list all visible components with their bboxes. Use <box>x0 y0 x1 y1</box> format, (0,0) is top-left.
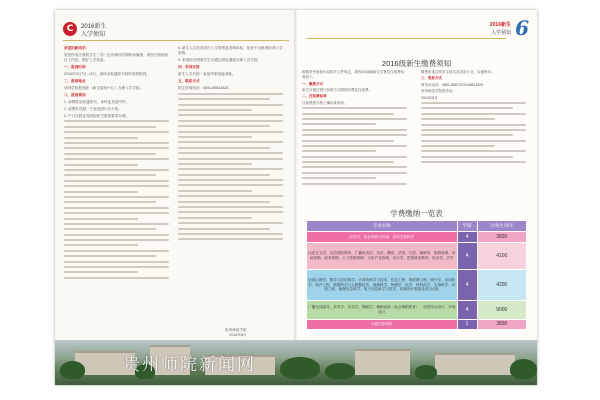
signoff <box>225 328 247 338</box>
fee-table <box>306 220 527 330</box>
fee-table-header-row <box>307 221 527 232</box>
header-title-line2: 入学须知 <box>81 32 106 38</box>
fee: 3830 <box>477 320 526 330</box>
left-page <box>55 10 296 385</box>
years: 4 <box>457 301 477 320</box>
paragraph: 5. 家庭经济困难学生可通过绿色通道办理入学手续。 <box>178 58 262 63</box>
paragraph: 缴费时请注明学生姓名及录取专业，以便核对。 <box>421 70 495 74</box>
major-name: 历史学、农业资源与环境、应用生物科学 <box>307 232 458 243</box>
section-heading: 二、报到地点 <box>64 79 86 84</box>
body-text-lines <box>421 102 526 167</box>
paragraph: 请到学校报到处（新生接待中心）办理入学手续。 <box>64 85 144 90</box>
header-tag-2: 入学须知 <box>490 30 511 36</box>
header-tag-1: 2016新生 <box>489 22 511 28</box>
section-heading: 三、报到须知 <box>64 92 86 97</box>
left-column-1 <box>64 46 169 346</box>
paragraph: 新生入学后统一参加军事技能训练。 <box>178 72 236 77</box>
left-column-2 <box>178 46 283 296</box>
major-name: 应用心理学、数学与应用数学、计算机科学与技术、信息工程、物联网工程、统计学、应用化学、软件工程、数据科学与大数据技术、地理科学、物理学、化学、材料化学、生物科学、环境工程、地理信息科学、电子信息科学与技术、机械设计制造及其自动化 <box>307 270 458 301</box>
years: 4 <box>457 270 477 301</box>
years: 4 <box>457 243 477 270</box>
paragraph: 2. 请携带近期一寸免冠照片若干张。 <box>64 106 122 111</box>
paragraph: 2016年8月 <box>421 95 438 100</box>
section-heading: 二、住宿费标准 <box>302 94 327 99</box>
paragraph: 财务处电话：0851-85872439 85841526 <box>421 82 484 87</box>
watermark: 贵州师院新闻网 <box>123 355 256 375</box>
tree <box>415 365 437 379</box>
fee: 4200 <box>477 270 526 301</box>
body-text-lines <box>64 120 169 282</box>
building <box>355 349 410 375</box>
header-divider <box>306 38 506 39</box>
page-title: 2016级新生缴费须知 <box>381 59 452 68</box>
header-years: 学制 <box>457 221 477 232</box>
paragraph: 3. 户口迁移及党团组织关系按要求办理。 <box>64 113 130 118</box>
header-divider <box>63 40 289 41</box>
fee: 3830 <box>477 232 526 243</box>
header-title-line1: 2016新生 <box>81 24 107 30</box>
paragraph: 1. 请携带录取通知书、身份证及复印件。 <box>64 99 130 104</box>
paragraph: 2016年9月7日—8日，请持录取通知书按时到校报到。 <box>64 72 150 77</box>
section-heading: 一、缴费方式 <box>302 81 323 86</box>
table-row <box>307 232 527 243</box>
paragraph: 新生可通过银行转账方式缴纳学费及住宿费。 <box>302 87 372 92</box>
right-page <box>296 10 537 385</box>
page-fold <box>294 10 298 385</box>
number-six-logo-icon: 6 <box>515 16 529 40</box>
header-fee: 元/每生/每年 <box>477 221 526 232</box>
table-row <box>307 243 527 270</box>
major-name: 汉语言文学、汉语国际教育、广播电视学、英语、俄语、法语、日语、朝鲜语、旅游管理、市场营销、财务管理、人力资源管理、文化产业管理、音乐学、思想政治教育、经济学、法学 <box>307 243 458 270</box>
paragraph: 根据贵州省物价局相关文件规定，我校2016级新生学费及住宿费标准如下。 <box>302 70 405 80</box>
section-heading: 亲爱的新同学： <box>64 46 90 50</box>
tree <box>280 357 320 379</box>
paragraph: 招生咨询电话：0851-85842825 <box>178 85 229 90</box>
fee: 9000 <box>477 301 526 320</box>
section-heading: 一、报到时间 <box>64 65 86 70</box>
college-logo-icon: C <box>63 22 77 36</box>
paragraph: 住宿费按学校公寓标准收取。 <box>302 100 348 105</box>
paragraph: 祝贺你成为我校学生！你一定有满怀的期待和憧憬，请你仔细阅读以下内容，做好入学准备。 <box>64 52 169 63</box>
header-major: 专业名称 <box>307 221 458 232</box>
major-name: 少数民族预科 <box>307 320 458 330</box>
table-row <box>307 270 527 301</box>
section-heading: 三、联系方式 <box>421 76 442 81</box>
table-row <box>307 320 527 330</box>
tree <box>60 361 85 379</box>
tree <box>510 359 537 379</box>
right-column-1 <box>302 70 407 210</box>
years: 1 <box>457 320 477 330</box>
body-text-lines <box>178 93 283 244</box>
body-text-lines <box>302 107 407 188</box>
tree <box>325 363 355 379</box>
building <box>435 353 515 375</box>
brochure-spread <box>55 10 537 385</box>
signoff-date: 2016年8月 <box>229 333 247 337</box>
section-heading: 五、联系方式 <box>178 79 200 84</box>
table-row <box>307 301 527 320</box>
paragraph: 4. 新生入学后将进行入学资格复查和体检，复查不合格者取消入学资格。 <box>178 46 283 56</box>
fee: 4100 <box>477 243 526 270</box>
signoff-org: 贵州师范学院 <box>225 328 247 332</box>
paragraph: 贵州师范学院财务处 <box>421 89 453 94</box>
fee-table-title: 学费缴纳一览表 <box>390 209 443 218</box>
right-column-2 <box>421 70 526 210</box>
section-heading: 四、军训安排 <box>178 65 200 70</box>
major-name: 广播电视编导、美术学、音乐学、舞蹈学、舞蹈表演（社会舞蹈教育）、视觉传达设计、环境设计 <box>307 301 458 320</box>
years: 4 <box>457 232 477 243</box>
